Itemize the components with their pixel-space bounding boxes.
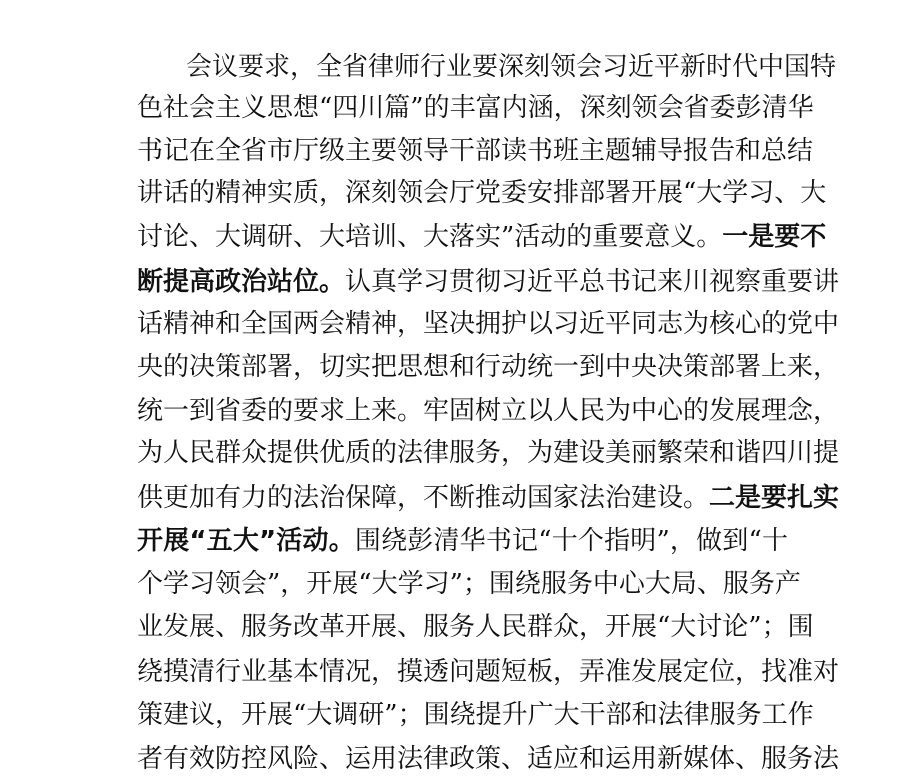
text-run: 色社会主义思想“四川篇”的丰富内涵，深刻领会省委彭清华	[137, 93, 814, 123]
text-line	[137, 520, 788, 562]
text-line	[137, 87, 814, 129]
text-line	[137, 694, 814, 736]
bold-heading: 开展“五大”活动。	[137, 526, 355, 556]
text-run: 统一到省委的要求上来。牢固树立以人民为中心的发展理念，	[137, 396, 840, 426]
bold-heading: 断提高政治站位。	[137, 267, 346, 297]
text-line	[137, 261, 840, 303]
bold-heading: 一是要不	[722, 222, 827, 252]
text-line	[137, 563, 801, 605]
text-run: 业发展、服务改革开展、服务人民群众，开展“大讨论”；围	[137, 612, 814, 642]
text-run: 认真学习贯彻习近平总书记来川视察重要讲	[345, 267, 840, 297]
text-line	[137, 477, 840, 519]
text-line	[137, 172, 827, 214]
text-line	[137, 738, 840, 780]
text-run: 讲话的精神实质，深刻领会厅党委安排部署开展“大学习、大	[137, 178, 827, 208]
text-line	[137, 216, 827, 258]
text-line	[137, 606, 814, 648]
text-run: 央的决策部署，切实把思想和行动统一到中央决策部署上来，	[137, 352, 840, 382]
text-run: 讨论、大调研、大培训、大落实”活动的重要意义。	[137, 222, 723, 252]
bold-heading: 二是要扎实	[709, 483, 840, 513]
text-run: 书记在全省市厅级主要领导干部读书班主题辅导报告和总结	[137, 136, 814, 166]
text-run: 个学习领会”，开展“大学习”；围绕服务中心大局、服务产	[137, 569, 801, 599]
text-run: 为人民群众提供优质的法律服务，为建设美丽繁荣和谐四川提	[137, 438, 840, 468]
text-run: 供更加有力的法治保障，不断推动国家法治建设。	[137, 483, 710, 513]
text-run: 绕摸清行业基本情况，摸透问题短板，弄准发展定位，找准对	[137, 657, 840, 687]
text-line	[137, 346, 840, 388]
text-run: 策建议，开展“大调研”；围绕提升广大干部和法律服务工作	[137, 700, 814, 730]
text-run: 会议要求，全省律师行业要深刻领会习近平新时代中国特	[186, 52, 837, 82]
text-line	[137, 651, 840, 693]
text-line	[137, 303, 840, 345]
text-line	[137, 390, 840, 432]
text-run: 者有效防控风险、运用法律政策、适应和运用新媒体、服务法	[137, 744, 840, 774]
text-run: 围绕彭清华书记“十个指明”，做到“十	[354, 526, 788, 556]
text-line	[186, 46, 837, 88]
text-line	[137, 130, 814, 172]
text-run: 话精神和全国两会精神，坚决拥护以习近平同志为核心的党中	[137, 309, 840, 339]
text-line	[137, 432, 840, 474]
